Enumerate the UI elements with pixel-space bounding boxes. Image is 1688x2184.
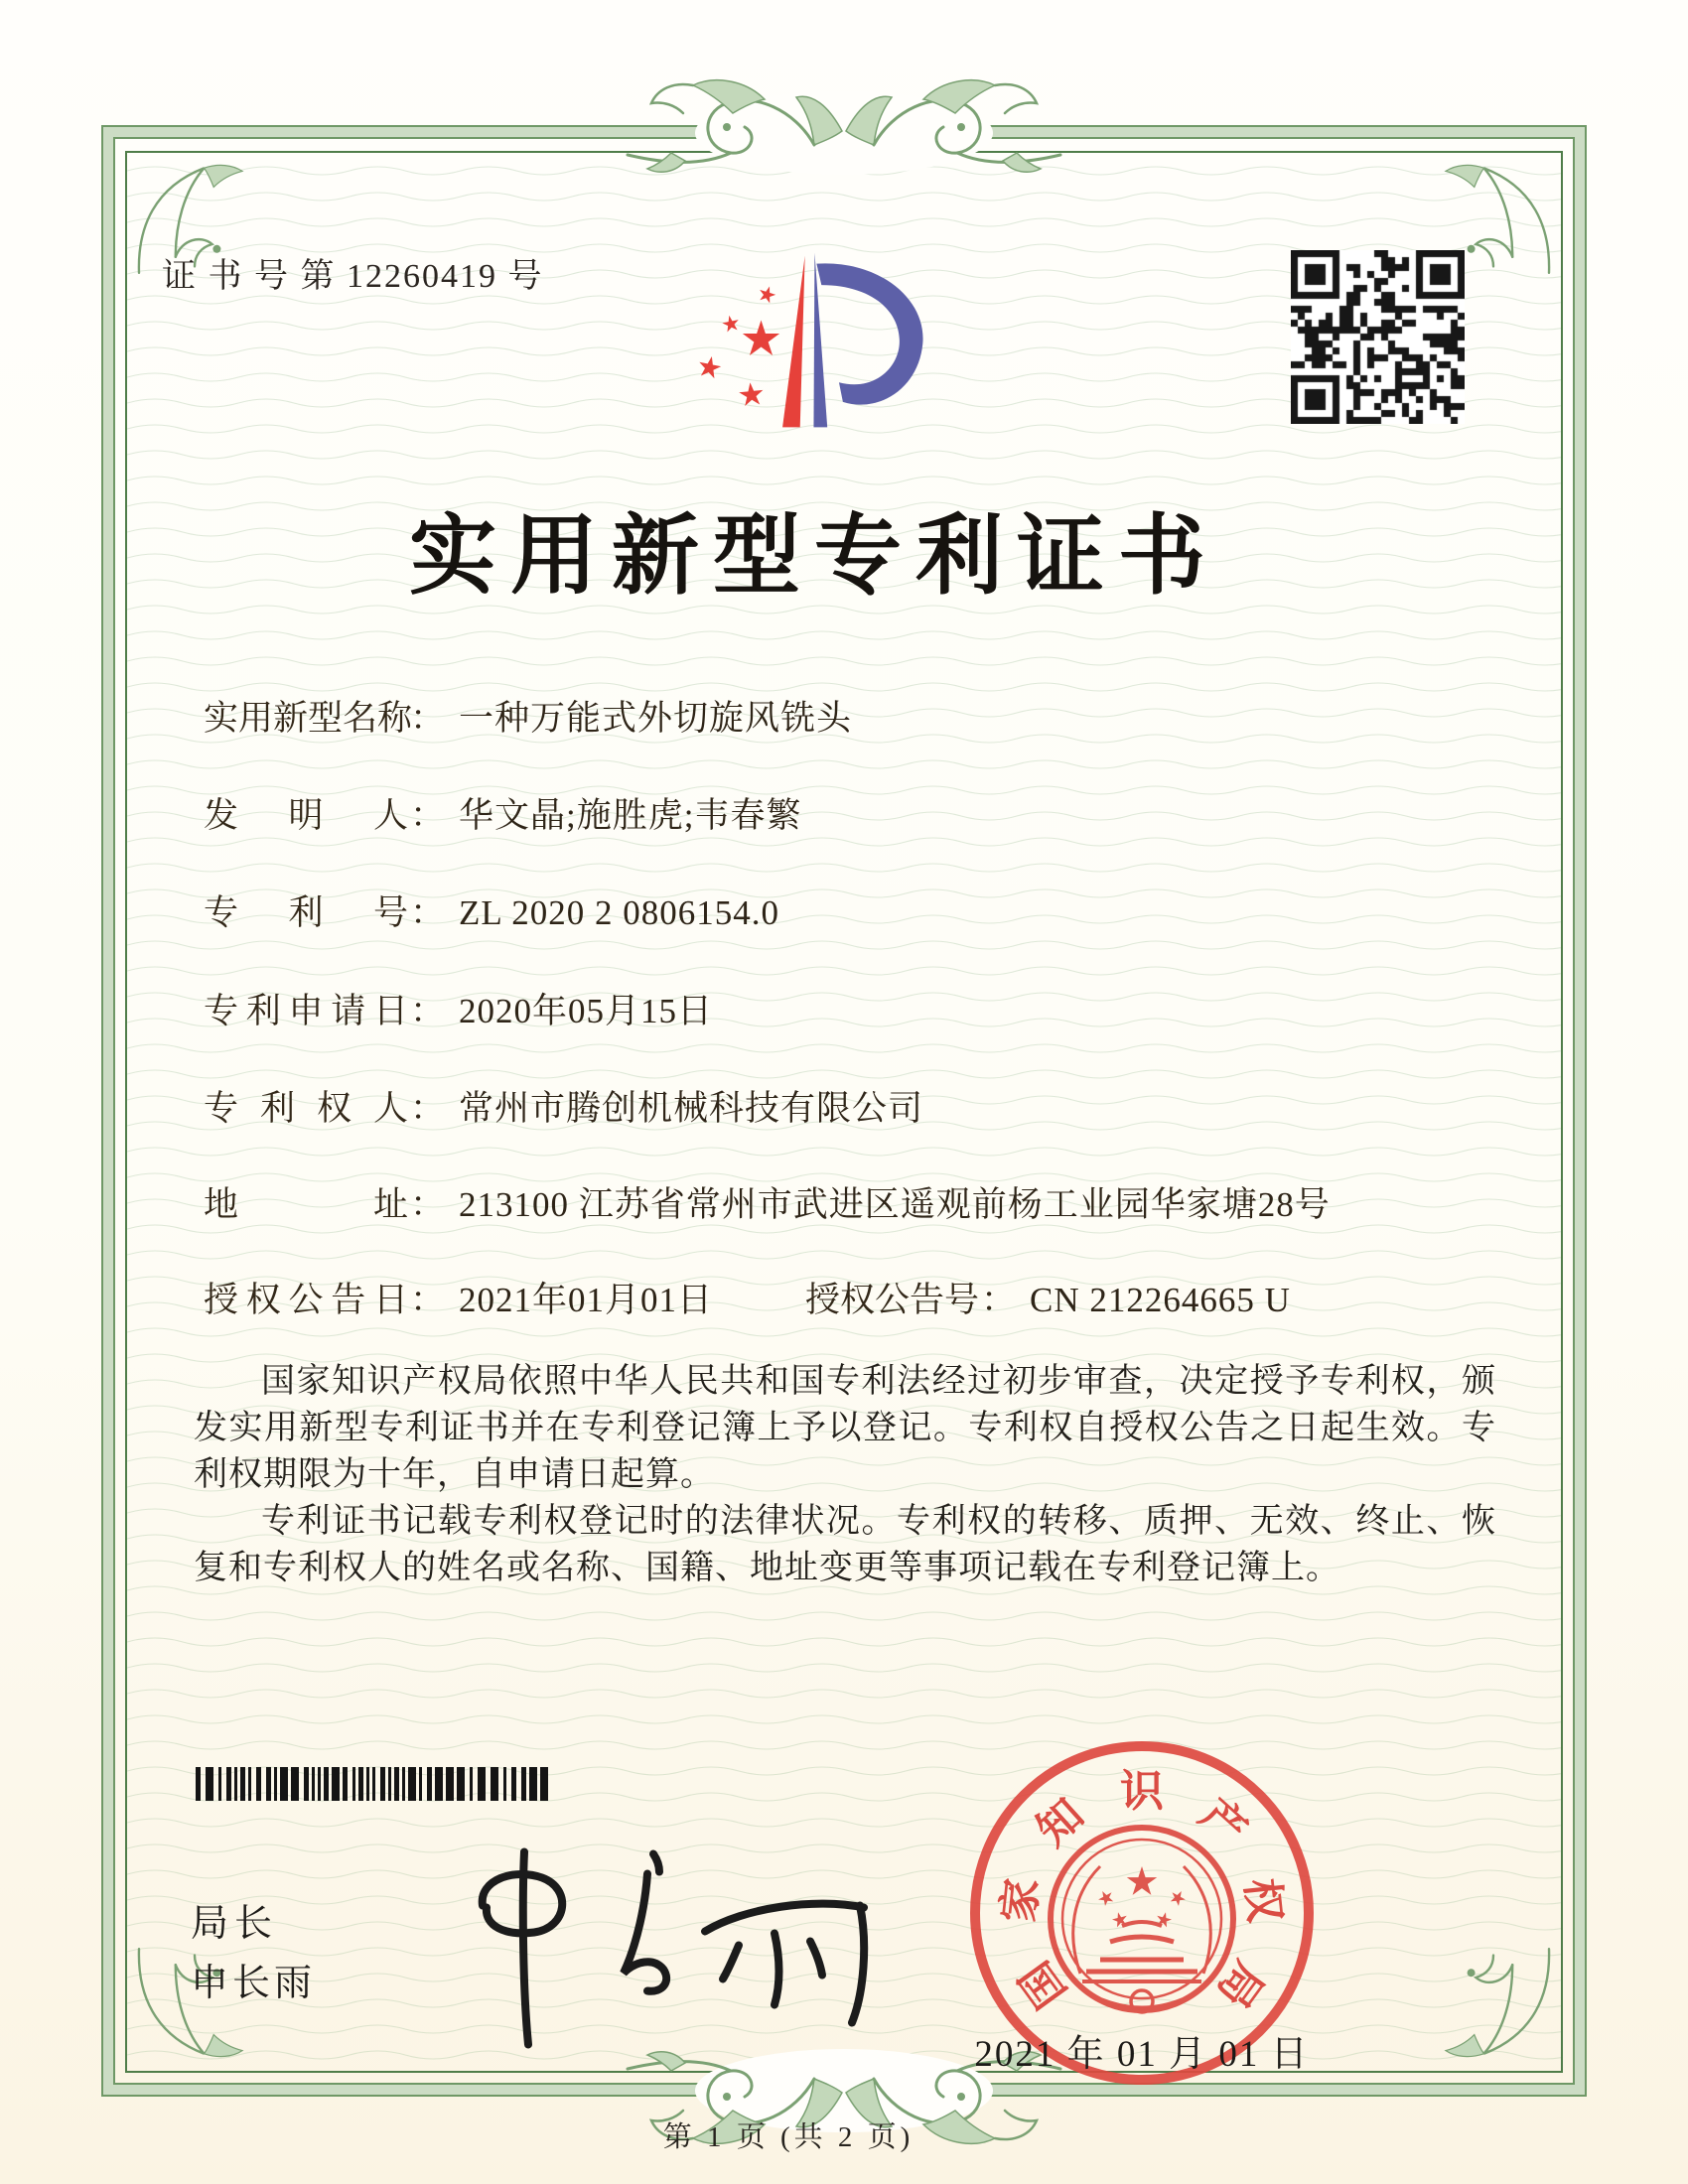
barcode-bar [280,1767,288,1801]
field-value: 一种万能式外切旋风铣头 [459,699,853,738]
field-colon: ： [410,1089,446,1128]
barcode-bar [304,1767,309,1801]
seal-char: 权 [1236,1875,1290,1925]
field-value: 2021年01月01日 [459,1281,714,1319]
field-row-patent-name [204,695,852,743]
field-colon: ： [410,1185,446,1224]
certificate-number: 证 书 号 第 12260419 号 [162,258,544,295]
field-label: 专利申请日 [204,992,408,1030]
field-label: 授权公告号 [805,1281,980,1319]
director-title-label: 局长 [191,1903,279,1945]
barcode-bar [394,1767,399,1801]
field-value: 华文晶;施胜虎;韦春繁 [459,796,802,835]
field-colon: ： [410,893,446,932]
barcode-bar [358,1767,363,1801]
field-row-address [204,1181,1331,1229]
seal-char: 局 [1207,1952,1273,2017]
seal-date: 2021 年 01 月 01 日 [974,2034,1310,2075]
barcode-bar [478,1767,486,1801]
barcode-bar [248,1767,251,1801]
field-label: 发明人 [204,796,408,835]
field-label: 实用新型名称 [204,699,413,738]
field-colon: ： [410,1281,446,1319]
barcode-bar [226,1767,231,1801]
barcode-bar [372,1767,375,1801]
barcode-bar [274,1767,277,1801]
logo-stars [699,287,779,406]
corner-ornament-bottom-right [1438,1946,1557,2065]
handwritten-signature-icon [397,1832,914,2065]
director-name-label: 申长雨 [191,1963,317,2004]
qr-code-icon [1291,250,1465,424]
barcode-bar [240,1767,245,1801]
field-value: 2020年05月15日 [459,992,714,1030]
barcode-bar [503,1767,506,1801]
field-label: 专利号 [204,893,408,932]
field-label: 授权公告日 [204,1281,408,1319]
border-flourish [626,69,1062,197]
barcode-bar [366,1767,369,1801]
field-colon: ： [410,796,446,835]
barcode-bar [470,1767,473,1801]
barcode-bar [435,1767,443,1801]
barcode-bar [540,1767,548,1801]
barcode-bar [206,1767,213,1801]
field-value: 常州市腾创机械科技有限公司 [459,1089,924,1128]
barcode-bar [419,1767,422,1801]
barcode-bar [234,1767,237,1801]
barcode-bar [457,1767,465,1801]
field-value: ZL 2020 2 0806154.0 [459,893,779,932]
barcode-bar [511,1767,516,1801]
seal-char: 识 [1120,1767,1164,1816]
top-center-flourish [626,69,1062,197]
cnipa-logo-icon [685,244,938,445]
seal-char: 家 [994,1875,1048,1925]
emblem-stars [1098,1866,1186,1927]
legal-text-block [194,1358,1496,1591]
corner-ornament [1438,1946,1557,2065]
field-value: CN 212264665 U [1030,1281,1291,1319]
barcode-bar [324,1767,329,1801]
field-pair-grant-number [805,1277,1291,1324]
barcode-bar [312,1767,315,1801]
barcode-bar [402,1767,405,1801]
field-row-inventors [204,792,801,840]
national-emblem-icon [1041,1815,1243,2028]
field-value: 213100 江苏省常州市武进区遥观前杨工业园华家塘28号 [459,1185,1331,1224]
field-row-filing-date [204,988,713,1035]
barcode-bar [491,1767,498,1801]
barcode-bar [388,1767,391,1801]
legal-paragraph-1: 国家知识产权局依照中华人民共和国专利法经过初步审查，决定授予专利权，颁发实用新型专利证书并在专利登记簿上予以登记。专利权自授权公告之日起生效。专利权期限为十年，自申请日起算。 [194,1363,1496,1493]
barcode-bar [529,1767,537,1801]
seal-char: 产 [1191,1790,1256,1855]
barcode-bar [266,1767,271,1801]
legal-paragraph-2: 专利证书记载专利权登记时的法律状况。专利权的转移、质押、无效、终止、恢复和专利权人的姓名或名称、国籍、地址变更等事项记载在专利登记簿上。 [194,1503,1496,1586]
barcode-bar [291,1767,299,1801]
field-colon: ： [410,699,446,738]
barcode-bar [352,1767,355,1801]
barcode-bar [256,1767,261,1801]
barcode-bar [380,1767,385,1801]
barcode-bar [343,1767,348,1801]
field-row-patentee [204,1085,923,1133]
barcode-bar [218,1767,221,1801]
page-number-footer: 第 1 页 (共 2 页) [662,2121,914,2153]
field-label: 专利权人 [204,1089,408,1128]
seal-char: 知 [1028,1790,1093,1855]
barcode-bar [196,1767,201,1801]
certificate-title: 实用新型专利证书 [408,509,1219,606]
barcode-bar [318,1767,321,1801]
barcode-bar [427,1767,432,1801]
field-row-patent-number [204,889,779,937]
field-label: 地址 [204,1185,408,1224]
seal-char: 国 [1011,1952,1076,2017]
field-row-grant [204,1277,1291,1324]
barcode-bar [521,1767,526,1801]
field-colon: ： [410,992,446,1030]
barcode-bar [408,1767,416,1801]
barcode-icon [196,1767,551,1801]
barcode-bar [446,1767,454,1801]
barcode-bar [332,1767,340,1801]
field-colon: ： [981,1281,1017,1319]
